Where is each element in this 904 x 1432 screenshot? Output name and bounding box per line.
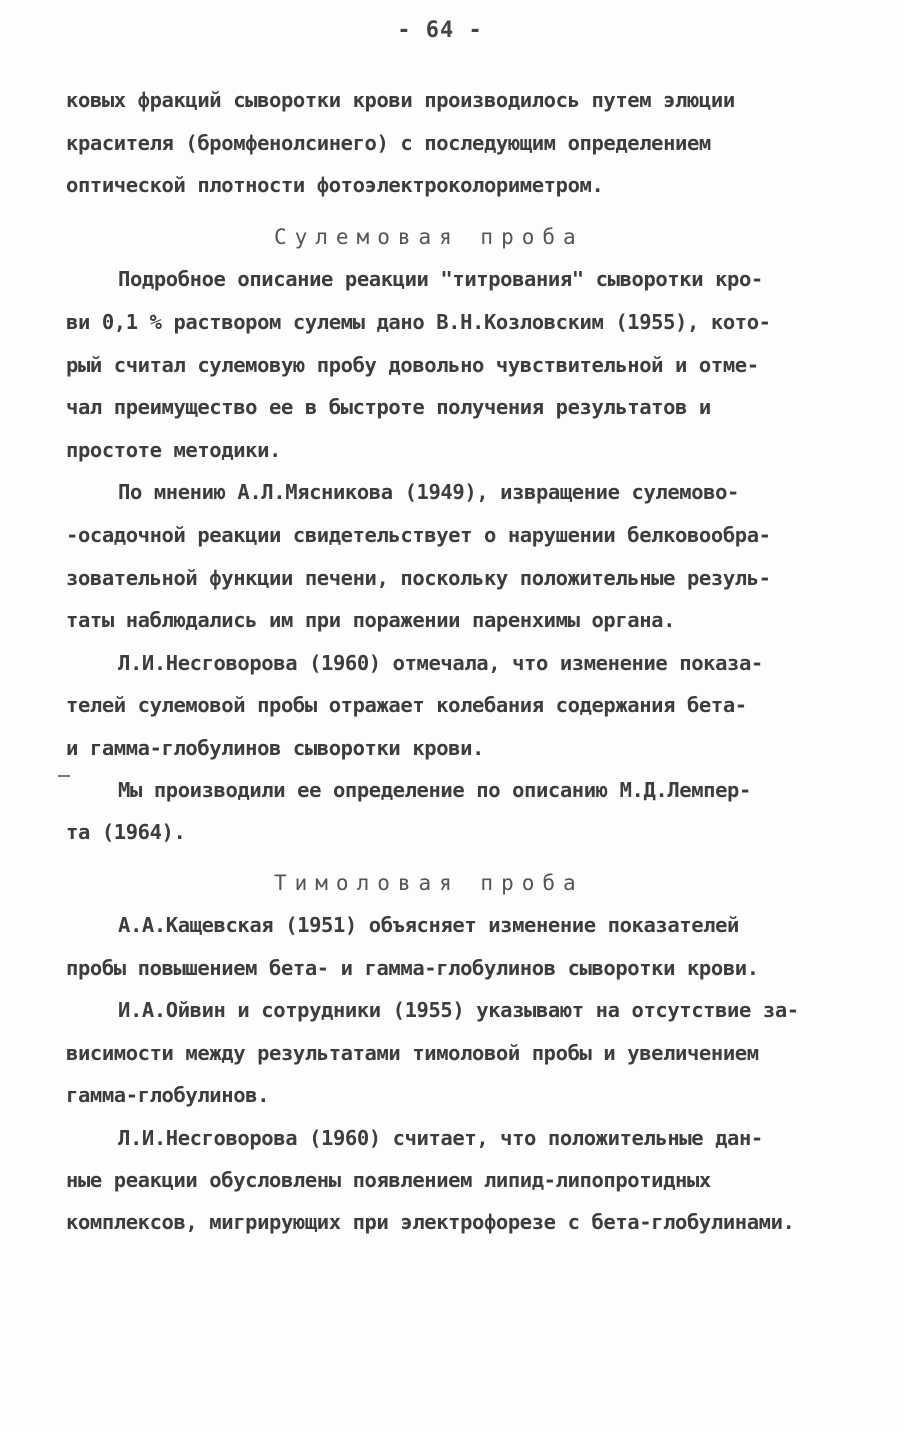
- text-line: гамма-глобулинов.: [66, 1083, 270, 1107]
- text-line: ные реакции обусловлены появлением липид-липопротидных: [66, 1168, 711, 1192]
- paragraph-first-line: Л.И.Несговорова (1960) отмечала, что изменение показа-: [118, 651, 763, 675]
- text-line: простоте методики.: [66, 438, 281, 462]
- page-number: - 64 -: [397, 18, 483, 43]
- paragraph-first-line: По мнению А.Л.Мясникова (1949), извращение сулемово-: [118, 480, 739, 504]
- paragraph-first-line: Мы производили ее определение по описанию М.Д.Лемпер-: [118, 778, 751, 802]
- text-line: зовательной функции печени, поскольку положительные резуль-: [66, 566, 771, 590]
- text-line: чал преимущество ее в быстроте получения результатов и: [66, 395, 711, 419]
- text-line: и гамма-глобулинов сыворотки крови.: [66, 736, 484, 760]
- text-line: рый считал сулемовую пробу довольно чувствительной и отме-: [66, 353, 759, 377]
- text-line: красителя (бромфенолсинего) с последующим определением: [66, 131, 711, 155]
- text-line: оптической плотности фотоэлектроколориметром.: [66, 173, 604, 197]
- paragraph-first-line: Л.И.Несговорова (1960) считает, что положительные дан-: [118, 1126, 763, 1150]
- text-line: ковых фракций сыворотки крови производилось путем элюции: [66, 88, 735, 112]
- text-line: висимости между результатами тимоловой пробы и увеличением: [66, 1041, 759, 1065]
- text-line: таты наблюдались им при поражении паренхимы органа.: [66, 608, 676, 632]
- section-heading-sulemovaya: Сулемовая проба: [274, 225, 584, 249]
- margin-mark: [58, 775, 70, 777]
- text-line: -осадочной реакции свидетельствует о нарушении белковообра-: [66, 523, 771, 547]
- paragraph-first-line: И.А.Ойвин и сотрудники (1955) указывают на отсутствие за-: [118, 998, 799, 1022]
- paragraph-first-line: А.А.Кащевская (1951) объясняет изменение показателей: [118, 913, 739, 937]
- text-line: ви 0,1 % раствором сулемы дано В.Н.Козловским (1955), кото-: [66, 310, 771, 334]
- paragraph-first-line: Подробное описание реакции "титрования" сыворотки кро-: [118, 267, 763, 291]
- text-line: пробы повышением бета- и гамма-глобулинов сыворотки крови.: [66, 956, 759, 980]
- section-heading-timolovaya: Тимоловая проба: [274, 871, 584, 895]
- text-line: телей сулемовой пробы отражает колебания содержания бета-: [66, 693, 747, 717]
- text-line: комплексов, мигрирующих при электрофорезе с бета-глобулинами.: [66, 1210, 795, 1234]
- text-line: та (1964).: [66, 820, 186, 844]
